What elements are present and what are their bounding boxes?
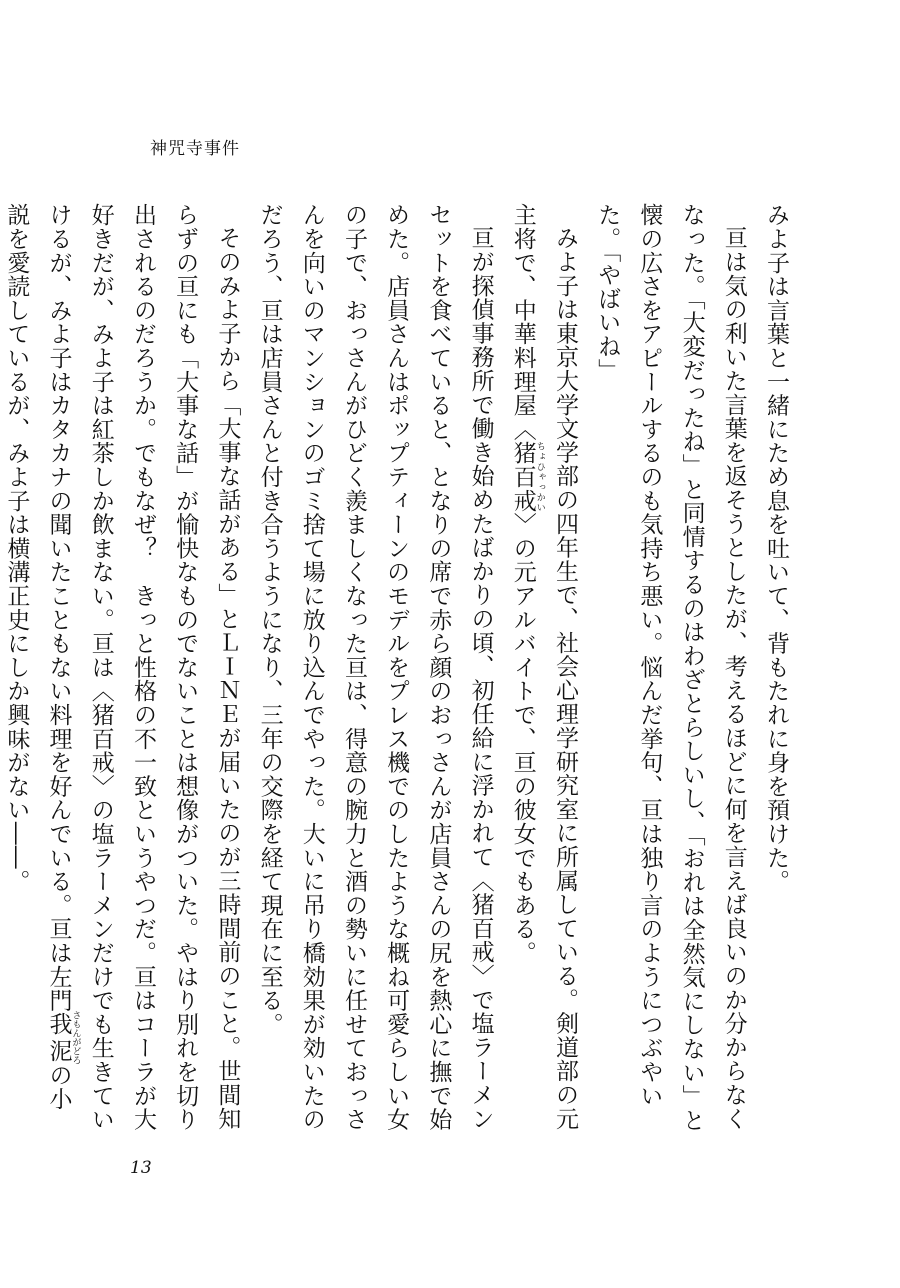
body-text bbox=[3, 203, 797, 1133]
ruby-reading: さもんがどろ bbox=[70, 1010, 81, 1065]
text-run: 亘は気の利いた言葉を返そうとしたが、考えるほどに何を言えば良いのか分からなくなった。「大変だったね」と同情するのはわざとらしいし、「おれは全然気にしない」と懐の広さをアピールするのも気持ち悪い。悩んだ挙句、亘は独り言のようにつぶやいた。「やばいね」 bbox=[594, 203, 747, 1132]
paragraph bbox=[248, 203, 501, 1133]
running-head-title: 神咒寺事件 bbox=[150, 139, 240, 159]
text-run: みよ子は東京大学文学部の四年生で、社会心理学研究室に所属している。剣道部の元主将で、中華料理屋〈 bbox=[509, 203, 578, 1131]
text-run: の小説を愛読しているが、みよ子は横溝正史にしか興味がない――。 bbox=[3, 203, 72, 1111]
text-run: 亘が探偵事務所で働き始めたばかりの頃、初任給に浮かれて〈猪百戒〉で塩ラーメンセットを食べていると、となりの席で赤ら顔のおっさんが店員さんの尻を熱心に撫で始めた。店員さんはポップティーンのモデルをプレス機でのしたような概ね可愛らしい女の子で、おっさんがひどく羨ましくなった亘は、得意の腕力と酒の勢いに任せておっさんを向いのマンションのゴミ捨て場に放り込んでやった。大いに吊り橋効果が効いたのだろう、亘は店員さんと付き合うようになり、三年の交際を経て現在に至る。 bbox=[256, 203, 494, 1132]
text-run: そのみよ子から「大事な話がある」とＬＩＮＥが届いたのが三時間前のこと。世間知らずの亘にも「大事な話」が愉快なものでないことは想像がついた。やはり別れを切り出されるのだろうか。でもなぜ？ きっと性格の不一致というやつだ。亘はコーラが大好きだが、みよ子は紅茶しか飲まない。亘は〈猪百戒〉の塩ラーメンだけでも生きていけるが、みよ子はカタカナの聞いたこともない料理を好んでいる。亘は左門 bbox=[45, 203, 241, 1132]
ruby-base: 猪百戒 bbox=[509, 441, 536, 513]
paragraph bbox=[502, 203, 586, 1133]
text-run: みよ子は言葉と一緒にため息を吐いて、背もたれに身を預けた。 bbox=[763, 203, 789, 894]
paragraph bbox=[755, 203, 797, 1133]
paragraph bbox=[586, 203, 755, 1133]
text-run: 〉の元アルバイトで、亘の彼女でもある。 bbox=[509, 512, 536, 965]
ruby-word bbox=[509, 441, 545, 513]
paragraph bbox=[0, 203, 248, 1133]
ruby-word bbox=[45, 1010, 81, 1065]
ruby-reading: ちょひゃっかい bbox=[534, 441, 545, 513]
ruby-base: 我泥 bbox=[45, 1010, 72, 1065]
page-number: 13 bbox=[130, 1158, 152, 1178]
